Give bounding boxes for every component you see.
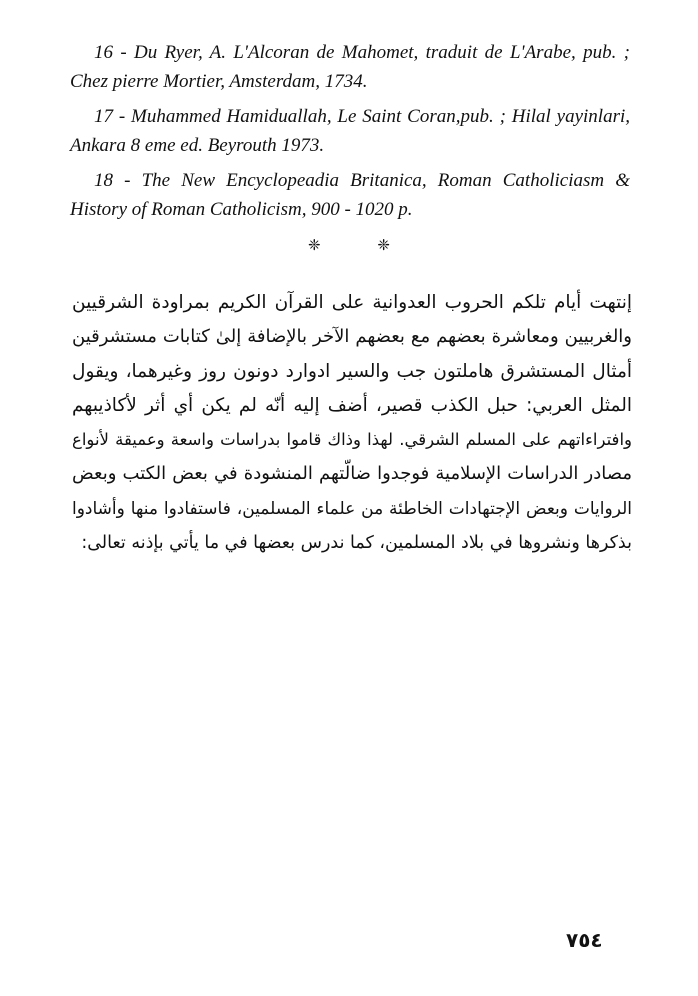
references-list — [70, 38, 630, 230]
reference-item — [70, 166, 630, 224]
reference-number: 16 — [94, 42, 113, 63]
paragraph-line: وافتراءاتهم على المسلم الشرقي. لهذا وذاك قاموا بدراسات واسعة وعميقة لأنواع — [72, 430, 632, 450]
paragraph-line: الروايات وبعض الإجتهادات الخاطئة من علماء المسلمين، فاستفادوا منها وأشادوا — [72, 498, 632, 519]
paragraph-line: إنتهت أيام تلكم الحروب العدوانية على القرآن الكريم بمراودة الشرقيين — [72, 292, 632, 313]
section-separator: ❈ ❈ — [308, 236, 416, 254]
reference-number: 18 — [94, 170, 113, 191]
paragraph-line: المثل العربي: حبل الكذب قصير، أضف إليه أنّه لم يكن أي أثر لأكاذيبهم — [72, 394, 632, 416]
reference-text: - Du Ryer, A. L'Alcoran de Mahomet, traduit de L'Arabe, pub. ; Chez pierre Mortier, Amsterdam, 1734. — [70, 42, 630, 92]
reference-text: - Muhammed Hamiduallah, Le Saint Coran,pub. ; Hilal yayinlari, Ankara 8 eme ed. Beyrouth 1973. — [70, 106, 630, 156]
reference-text: - The New Encyclopeadia Britanica, Roman Catholiciasm & History of Roman Catholicism, 900 - 1020 p. — [70, 170, 631, 220]
arabic-paragraph — [72, 286, 632, 560]
reference-item — [70, 102, 630, 160]
page-number: ٧٥٤ — [566, 928, 603, 952]
reference-number: 17 — [94, 106, 113, 127]
paragraph-line: والغربيين ومعاشرة بعضهم مع بعضهم الآخر بالإضافة إلىٰ كتابات مستشرقين — [72, 326, 632, 348]
paragraph-line: مصادر الدراسات الإسلامية فوجدوا ضالّتهم المنشودة في بعض الكتب وبعض — [72, 463, 632, 485]
paragraph-line: أمثال المستشرق هاملتون جب والسير ادوارد دونون روز وغيرهما، ويقول — [72, 360, 632, 382]
reference-item — [70, 38, 630, 96]
paragraph-line: بذكرها ونشروها في بلاد المسلمين، كما ندرس بعضها في ما يأتي بإذنه تعالى: — [81, 533, 632, 554]
